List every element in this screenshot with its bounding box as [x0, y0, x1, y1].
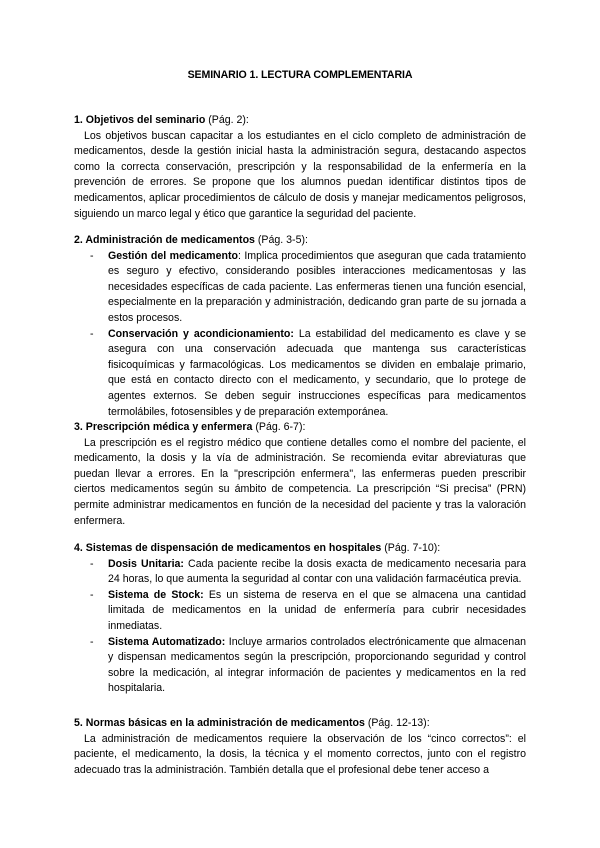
list-item: [74, 588, 526, 635]
heading-text: 2. Administración de medicamentos: [74, 234, 255, 246]
list-item: [74, 249, 526, 327]
section-objetivos: [74, 113, 526, 222]
dash-marker: -: [90, 327, 94, 340]
heading-pages: (Pág. 6-7):: [255, 421, 306, 433]
dash-marker: -: [90, 588, 94, 601]
bullet-list: [74, 249, 526, 421]
item-text: Incluye armarios controlados electrónicamente que almacenan y dispensan medicamentos según la prescripción, proporcionando seguridad y control sobre la medicación, al integrar información de pacientes y medicamentos en la red hospitalaria.: [108, 635, 526, 695]
section-normas: [74, 716, 526, 778]
heading-pages: (Pág. 2):: [208, 114, 249, 126]
section-paragraph: Los objetivos buscan capacitar a los estudiantes en el ciclo completo de administración de medicamentos, desde la gestión inicial hasta la administración segura, destacando aspectos como la correcta conservación, prescripción y la responsabilidad de la enfermería en la prevención de errores. Se propone que los alumnos puedan identificar distintos tipos de medicamentos, aplicar procedimientos de cálculo de dosis y manejar medicamentos peligrosos, siguiendo un marco legal y ético que garantice la seguridad del paciente.: [74, 129, 526, 220]
item-term: Dosis Unitaria:: [108, 557, 184, 570]
item-term: Sistema de Stock:: [108, 588, 204, 601]
section-administracion: [74, 233, 526, 420]
heading-text: 5. Normas básicas en la administración de medicamentos: [74, 717, 365, 729]
item-term: Sistema Automatizado:: [108, 635, 226, 648]
section-paragraph: La administración de medicamentos requiere la observación de los “cinco correctos”: el paciente, el medicamento, la dosis, la técnica y el momento correctos, junto con el registro adecuado tras la administración. También detalla que el profesional debe tener acceso a: [74, 732, 526, 776]
section-dispensacion: [74, 541, 526, 697]
item-term: Gestión del medicamento: [108, 249, 238, 262]
item-text: : Implica procedimientos que aseguran que cada tratamiento es seguro y efectivo, considerando posibles interacciones medicamentosas y las necesidades específicas de cada paciente. Las enfermeras tienen una función esencial, especialmente en la preparación y administración, dedicando gran parte de su jornada a estos procesos.: [108, 249, 526, 324]
list-item: [74, 327, 526, 421]
bullet-list: [74, 557, 526, 697]
item-text: Es un sistema de reserva en el que se almacena una cantidad limitada de medicamentos en la unidad de enfermería para cubrir necesidades inmediatas.: [108, 588, 526, 632]
section-prescripcion: [74, 420, 526, 529]
section-heading: [74, 716, 526, 732]
heading-text: 4. Sistemas de dispensación de medicamentos en hospitales: [74, 542, 382, 554]
list-item: [74, 635, 526, 697]
section-heading: [74, 233, 526, 249]
heading-text: 3. Prescripción médica y enfermera: [74, 421, 253, 433]
section-heading: [74, 541, 526, 557]
section-heading: [74, 420, 526, 436]
heading-pages: (Pág. 7-10):: [384, 542, 441, 554]
document-title: SEMINARIO 1. LECTURA COMPLEMENTARIA: [187, 69, 413, 81]
dash-marker: -: [90, 249, 94, 262]
dash-marker: -: [90, 635, 94, 648]
heading-text: 1. Objetivos del seminario: [74, 114, 206, 126]
section-heading: [74, 113, 526, 129]
dash-marker: -: [90, 557, 94, 570]
section-paragraph: La prescripción es el registro médico que contiene detalles como el nombre del paciente, el medicamento, la dosis y la vía de administración. Se recomienda evitar abreviaturas que puedan llevar a errores. En la "prescripción enfermera", las enfermeras pueden prescribir ciertos medicamentos según su ámbito de competencia. La prescripción “Si precisa” (PRN) permite administrar medicamentos en función de la necesidad del paciente y tras la valoración enfermera.: [74, 436, 526, 527]
list-item: [74, 557, 526, 588]
heading-pages: (Pág. 12-13):: [367, 717, 430, 729]
item-text: La estabilidad del medicamento es clave y se asegura con una conservación adecuada que mantenga sus características fisicoquímicas y farmacológicas. Los medicamentos se dividen en embalaje primario, que está en contacto directo con el medicamento, y secundario, que lo protege de agentes externos. Se deben seguir instrucciones específicas para medicamentos termolábiles, fotosensibles y de preparación extemporánea.: [108, 327, 526, 418]
item-text: Cada paciente recibe la dosis exacta de medicamento necesaria para 24 horas, lo que aumenta la seguridad al contar con una validación farmacéutica previa.: [108, 557, 526, 586]
item-term: Conservación y acondicionamiento:: [108, 327, 294, 340]
heading-pages: (Pág. 3-5):: [257, 234, 308, 246]
